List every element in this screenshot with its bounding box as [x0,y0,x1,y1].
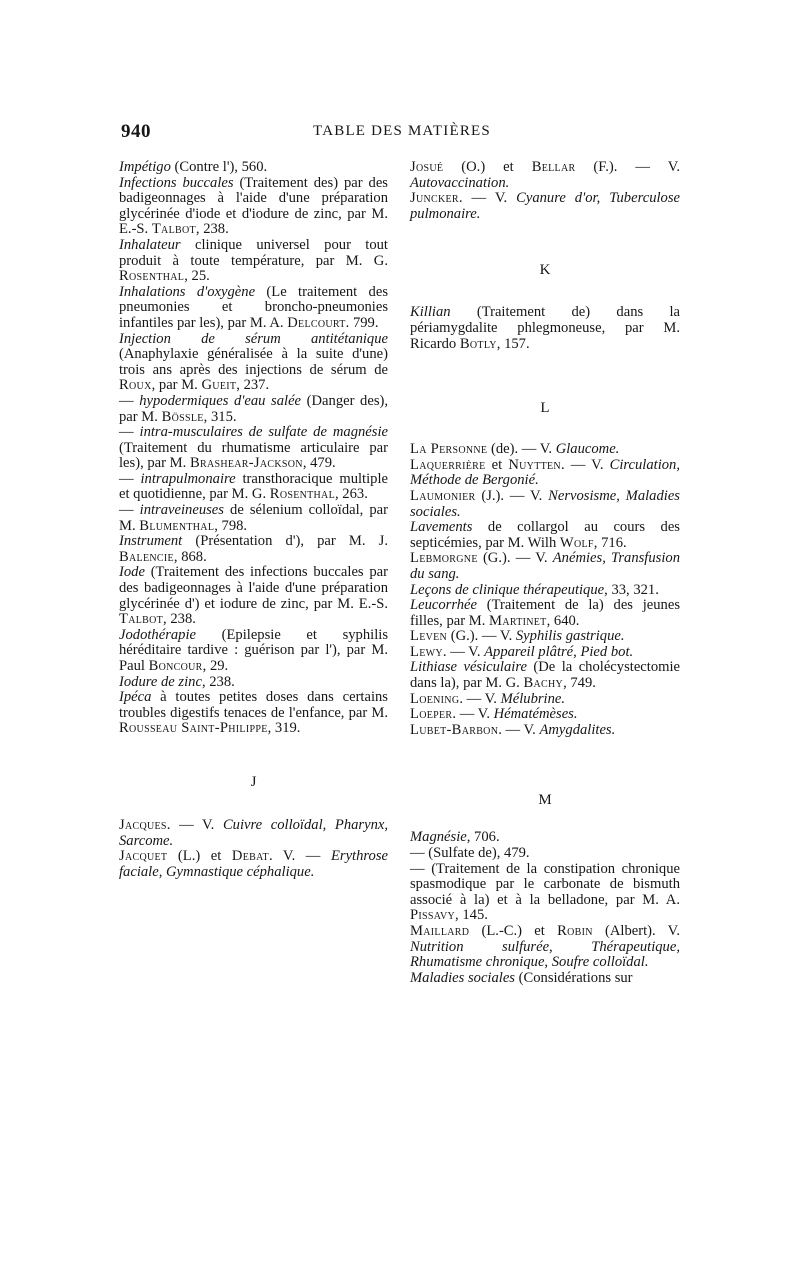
index-entry [410,645,680,661]
page-number: 940 [121,121,151,142]
entry-term: Leucorrhée [410,597,478,614]
index-entry [410,723,680,739]
section-letter: J [250,773,257,790]
entry-term: Amygdalites. [539,721,616,738]
entry-term: Ipéca [119,689,152,706]
index-entry [119,285,388,332]
author-name: Rosenthal [119,268,185,285]
index-entry [410,551,680,582]
entry-text: — [119,392,140,409]
entry-text: (L.-C.) et [469,923,558,939]
index-entry [119,176,388,238]
index-entry [119,690,388,737]
entry-text: clinique universel pour tout produit à toute température, par M. G. [119,236,388,269]
entry-text: . — V. [166,816,223,833]
entry-text: (Traitement des infections buccales par des badigeonnages à l'aide d'une préparation glycérinée d') et iodure de zinc, par M. E.-S. [119,564,388,612]
entry-text: (de). — V. [487,441,556,458]
entry-term: Cyanure d'or, Tuberculose pulmonaire. [410,190,680,222]
index-entry [119,818,388,849]
author-name: Rousseau Saint-Philippe [119,720,268,737]
entry-text: , 238. [163,611,196,628]
entry-text: (O.) et [443,159,532,175]
entry-term: hypodermiques d'eau salée [139,392,302,409]
entry-term: Circulation, Méthode de Bergonié. [410,456,680,489]
index-entry [410,830,680,846]
author-name: Juncker [410,190,459,207]
index-column-right [410,160,680,986]
index-entry [410,442,680,458]
index-entry [119,675,388,691]
index-entry [410,692,680,708]
entry-text: , 716. [593,534,627,551]
entry-text: (Epilepsie et syphilis héréditaire tardive : guérison par l'), par M. Paul [119,626,388,674]
entry-text: , 29. [202,658,229,674]
entry-term: Inhalateur [119,236,181,253]
author-name: Pissavy [410,907,456,924]
entry-term: Nutrition sulfurée, Thérapeutique, Rhumatisme chronique, Soufre colloïdal. [410,938,680,971]
entry-text: , 25. [184,268,210,285]
entry-term: Iode [119,564,145,581]
entry-text: (Considérations sur [514,969,633,986]
entry-term: Injection de sérum antitétanique [119,330,388,347]
entry-text: . 799. [345,314,379,331]
entry-term: Lavements [410,519,473,536]
entry-text: , 319. [267,720,301,737]
entry-term: intrapulmonaire [140,470,236,487]
author-name: Wolf [559,534,594,551]
entry-term: Autovaccination. [410,174,510,191]
index-entry [410,160,680,191]
author-name: Jacquet [119,848,168,865]
author-name: Rosenthal [269,486,335,503]
entry-text: , 640. [546,612,580,629]
author-name: Roux [119,377,152,394]
author-name: Gueit [201,377,237,394]
author-name: Lubet-Barbon [410,721,499,738]
entry-term: Impétigo [119,159,171,175]
entry-text: — [119,470,141,487]
index-entry [119,849,388,880]
author-name: Josué [410,159,444,175]
index-entry [410,305,680,352]
author-name: Bachy [523,675,564,692]
entry-text: , 33, 321. [604,581,659,598]
entry-text: (Anaphylaxie généralisée à la suite d'une) trois ans après des injections de sérum de [119,346,388,378]
entry-term: Killian [410,304,451,321]
entry-term: Instrument [119,533,183,550]
entry-text: (Traitement des) par des badigeonnages à l'aide d'une préparation glycérinée d'iode et d'iodure de zinc, par M. E.-S. [119,174,388,238]
author-name: Robin [557,923,593,939]
running-header [121,121,683,145]
entry-text: , 263. [335,486,368,503]
author-name: Delcourt [287,314,346,331]
entry-text: , 238. [201,673,235,690]
entry-term: Infections buccales [119,174,234,191]
entry-text: (Albert). V. [592,923,680,939]
running-title: TABLE DES MATIÈRES [313,123,491,139]
entry-text: . — V. [498,721,540,738]
entry-text: (G.). — V. [477,550,553,567]
index-entry [119,503,388,534]
index-entry [410,971,680,987]
index-entry [410,458,680,489]
author-name: Laumonier [410,487,476,504]
entry-text: , 237. [236,377,270,394]
author-name: Lewy [410,643,443,660]
entry-term: Glaucome. [555,441,620,458]
author-name: Talbot [151,221,196,238]
entry-term: intra-musculaires de sulfate de magnésie [139,424,388,441]
author-name: Maillard [410,923,470,939]
author-name: Botly [459,335,497,352]
entry-text: (Traitement de la) des jeunes filles, par M. [410,597,680,629]
index-column-left [119,160,388,880]
entry-text: . — V. [458,190,517,207]
entry-text: — [119,502,140,519]
entry-text: (F.). — V. [575,159,680,175]
entry-text: , 868. [173,548,207,565]
entry-term: Nervosisme, Maladies sociales. [410,487,680,520]
entry-text: (De la cholécystectomie dans la), par M. G. [410,659,681,692]
index-entry [119,425,388,472]
author-name: La Personne [410,441,488,458]
author-name: Bellar [531,159,576,175]
index-entry [119,472,388,503]
index-entry [410,660,680,691]
entry-text: — (Sulfate de), 479. [410,845,530,862]
entry-text: — (Traitement de la constipation chronique spasmodique par le carbonate de bismuth associé à la) et à la belladone, par M. A. [410,860,680,908]
entry-term: Maladies sociales [410,969,515,986]
index-entry [119,394,388,425]
entry-term: Iodure de zinc [119,673,202,690]
entry-text: , 479. [302,455,336,472]
author-name: Talbot [119,611,164,628]
entry-term: Magnésie [410,829,467,846]
index-entry [410,629,680,645]
entry-text: . — V. [442,643,485,660]
entry-text: de sélenium colloïdal, par M. [119,502,388,534]
index-entry [119,628,388,675]
index-entry [410,862,680,924]
author-name: Loening [410,690,460,707]
index-entry [410,707,680,723]
author-name: Brashear-Jackson [189,455,303,472]
entry-text: . — V. [452,706,494,723]
section-letter: K [539,262,551,279]
entry-text: (L.) et [167,848,232,865]
author-name: Bössle [161,408,204,425]
entry-text: à toutes petites doses dans certains troubles digestifs tenaces de l'enfance, par M. [119,689,388,721]
author-name: Debat [231,848,269,865]
entry-text: (Présentation d'), par M. J. [182,533,388,550]
entry-term: Anémies, Transfusion du sang. [410,550,680,582]
entry-text: , 145. [455,907,488,924]
author-name: Boncour [148,658,203,674]
author-name: Laquerrière [410,456,486,473]
entry-text: . — V. [560,456,610,473]
entry-text: . — V. [459,690,501,707]
index-entry [119,534,388,565]
entry-text: (Traitement de) dans la périamygdalite phlegmoneuse, par M. Ricardo [410,304,680,352]
entry-text: de collargol au cours des septicémies, par M. Wilh [410,519,680,551]
entry-text: (Danger des), par M. [119,392,389,425]
index-entry [119,160,388,176]
entry-text: — [119,424,140,441]
entry-text: , 749. [563,675,596,692]
entry-text: transthoracique multiple et quotidienne, par M. G. [119,470,388,503]
author-name: Leven [410,628,448,645]
entry-term: Inhalations d'oxygène [119,283,256,300]
index-entry [410,846,680,862]
index-entry [410,598,680,629]
section-letter: M [538,792,552,809]
entry-term: Appareil plâtré, Pied bot. [484,643,634,660]
author-name: Jacques [119,816,167,833]
entry-text: (J.). — V. [475,487,549,504]
entry-text: (Le traitement des pneumonies et broncho-pneumonies infantiles par les), par M. A. [119,283,388,331]
index-entry [119,332,388,394]
entry-term: Syphilis gastrique. [515,628,625,645]
entry-term: Mélubrine. [500,690,566,707]
entry-term: Jodothérapie [119,626,197,643]
author-name: Lebmorgne [410,550,478,567]
entry-text: , 157. [496,335,530,352]
entry-text: (G.). — V. [447,628,516,645]
entry-term: Leçons de clinique thérapeutique [410,581,605,598]
index-entry [410,520,680,551]
entry-text: (Traitement du rhumatisme articulaire par les), par M. [119,439,388,472]
author-name: Blumenthal [139,517,215,534]
entry-text: , 238. [195,221,229,238]
index-entry [410,191,680,222]
entry-text: (Contre l'), 560. [170,159,268,175]
entry-text: , 706. [466,829,500,846]
entry-text: . V. — [268,848,331,865]
index-entry [410,489,680,520]
index-entry [410,924,680,971]
entry-term: Hématémèses. [493,706,578,723]
index-entry [119,565,388,627]
entry-text: , par M. [151,377,202,394]
entry-term: intraveineuses [139,502,224,519]
entry-text: , 315. [203,408,237,425]
section-letter: L [540,400,550,417]
author-name: Martinet [489,612,547,629]
entry-text: , 798. [214,517,248,534]
entry-term: Erythrose faciale, Gymnastique céphalique. [119,848,388,880]
entry-term: Cuivre colloïdal, Pharynx, Sarcome. [119,816,388,849]
entry-term: Lithiase vésiculaire [410,659,527,676]
entry-text: et [485,456,509,473]
author-name: Loeper [410,706,453,723]
author-name: Balencie [119,548,174,565]
index-entry [119,238,388,285]
index-entry [410,583,680,599]
author-name: Nuytten [508,456,561,473]
